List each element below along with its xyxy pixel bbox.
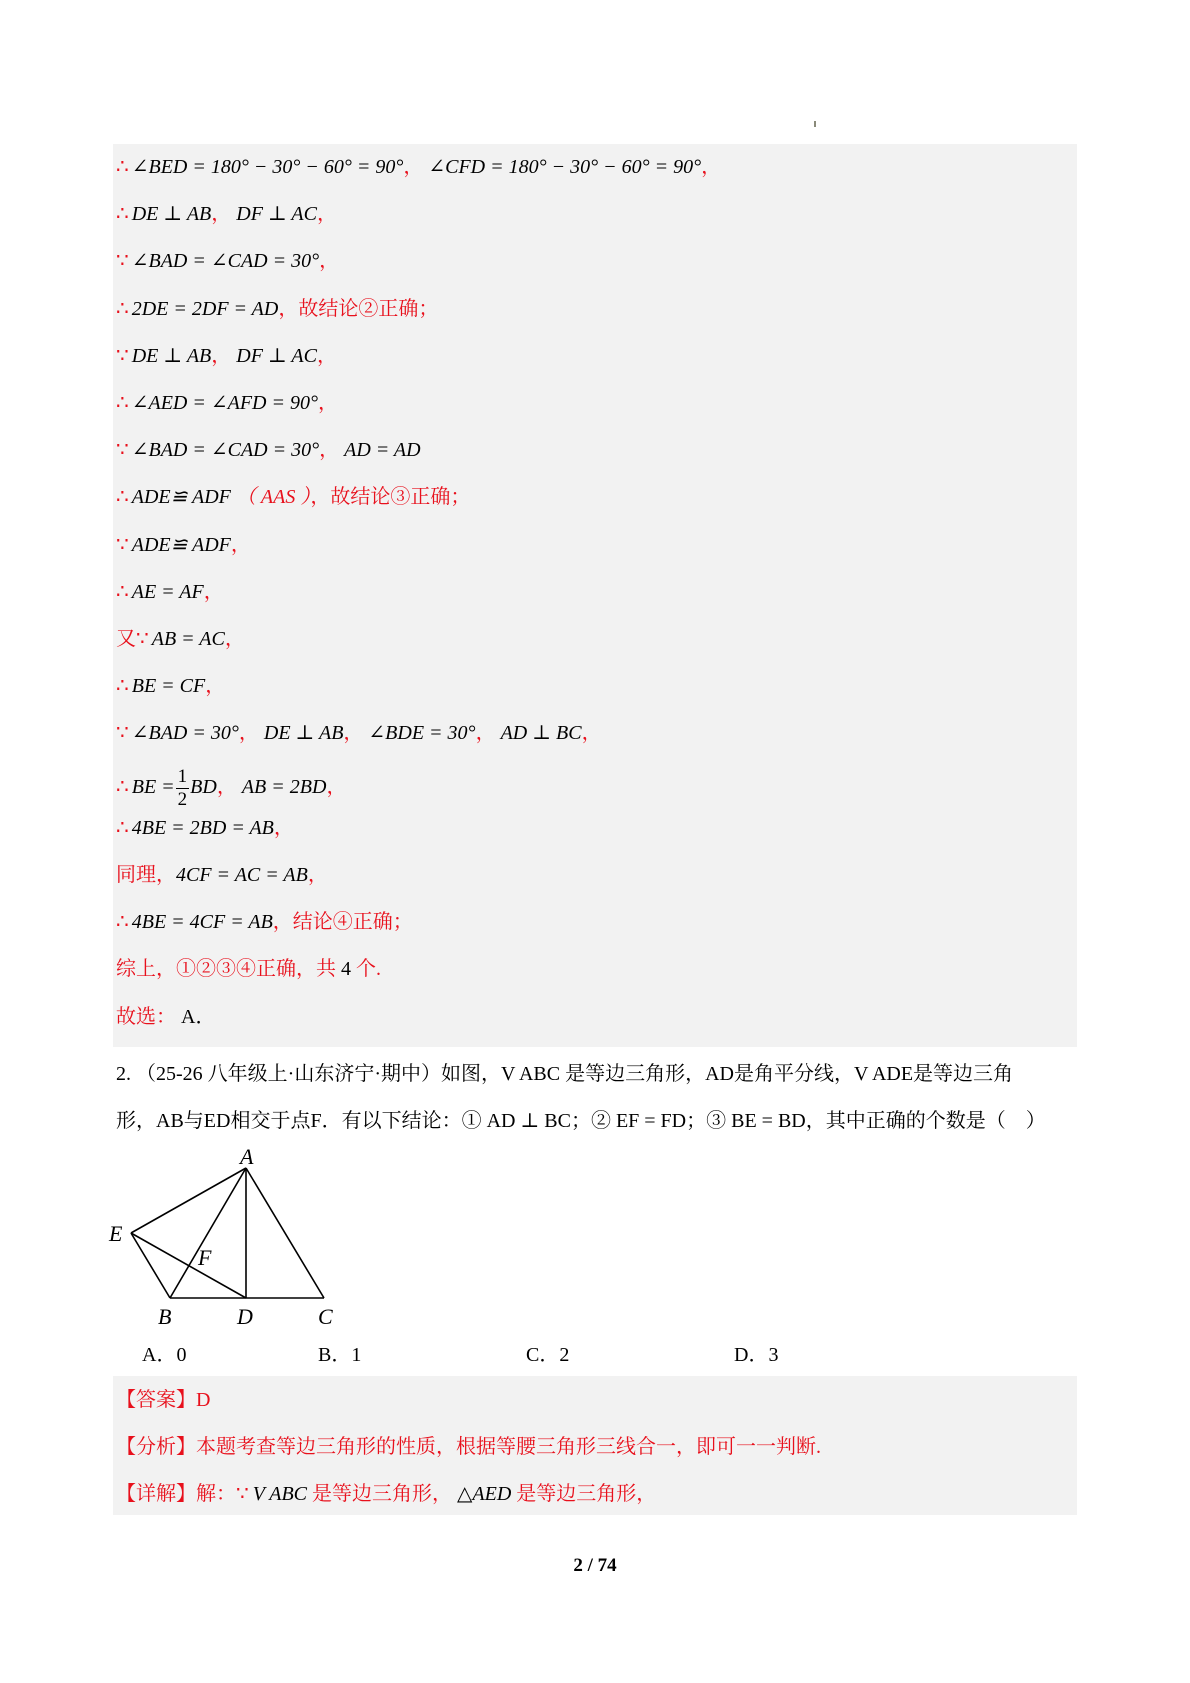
math-expr: ADE≌ ADF: [131, 533, 231, 556]
because-symbol: ∵: [116, 250, 132, 273]
math-expr: DE ⊥ AB: [131, 344, 212, 367]
math-expr: AB = AC: [151, 628, 225, 650]
summary-text: 综上，①②③④正确，共: [116, 958, 336, 981]
segment-ED: [131, 1233, 246, 1298]
math-expr: DE ⊥ AB: [263, 722, 344, 745]
solution-line: [116, 577, 224, 607]
math-expr: ∠AED = ∠AFD = 90°: [131, 392, 318, 414]
question-line-2: [116, 1106, 1046, 1136]
separator: ，: [238, 722, 264, 745]
separator: ，: [203, 580, 224, 603]
analysis-text: 本题考查等边三角形的性质，根据等腰三角形三线合一，即可一一判断.: [196, 1436, 821, 1458]
solution-line: [116, 388, 338, 418]
detail-math-2: △AED: [457, 1483, 512, 1505]
fraction-numerator: 1: [177, 765, 188, 787]
math-expr: AB = 2BD: [241, 775, 327, 798]
line-prefix: 又: [116, 628, 136, 650]
math-expr: ∠CFD = 180° − 30° − 60° = 90°: [428, 156, 702, 178]
justification: （ AAS ）: [230, 486, 311, 509]
because-symbol: ∵: [116, 439, 132, 462]
detail-text-2: 是等边三角形，: [516, 1483, 657, 1505]
segment-AC: [246, 1168, 324, 1298]
summary-value: 4: [336, 958, 356, 981]
solution-line: [116, 860, 328, 890]
because-symbol: ∵: [236, 1483, 248, 1505]
separator: ，: [316, 344, 337, 367]
point-label-F: F: [198, 1245, 212, 1270]
segment-AE: [131, 1168, 246, 1233]
analysis-tag: 【分析】: [116, 1436, 196, 1458]
solution-line: [116, 907, 413, 937]
solution-line: [116, 624, 245, 654]
option-c[interactable]: C．2: [526, 1344, 570, 1366]
because-symbol: ∵: [116, 722, 132, 745]
separator: ，: [475, 722, 501, 745]
fraction-denominator: 2: [177, 788, 188, 810]
because-symbol: ∵: [136, 628, 152, 650]
separator: ，: [310, 486, 331, 509]
because-symbol: ∵: [116, 344, 132, 367]
line-prefix: 同理，: [116, 864, 176, 886]
solution-line: [116, 341, 337, 371]
detail-text-1: 是等边三角形，: [312, 1483, 453, 1505]
therefore-symbol: ∴: [116, 775, 132, 798]
point-label-B: B: [158, 1304, 172, 1329]
separator: ，: [278, 297, 299, 320]
point-label-D: D: [237, 1304, 253, 1329]
math-expr: BE =: [131, 775, 175, 798]
therefore-symbol: ∴: [116, 911, 132, 934]
solution-line: [116, 671, 225, 701]
math-expr: ∠BED = 180° − 30° − 60° = 90°: [131, 156, 404, 178]
point-label-C: C: [318, 1304, 333, 1329]
segment-AB: [170, 1168, 246, 1298]
math-expr: ADE≌ ADF: [131, 486, 231, 509]
solution-line: [116, 482, 470, 512]
page-number: 2 / 74: [573, 1555, 617, 1576]
solution-line: [116, 813, 294, 843]
separator: ，: [211, 203, 237, 226]
separator: ，: [307, 864, 328, 886]
math-expr: 4BE = 2BD = AB: [131, 816, 274, 839]
separator: ，: [343, 722, 369, 745]
separator: ，: [581, 722, 602, 745]
therefore-symbol: ∴: [116, 486, 132, 509]
solution-line: [116, 246, 339, 276]
detail-math-1: V ABC: [252, 1483, 308, 1505]
separator: ，: [319, 250, 340, 273]
scan-mark: [814, 121, 816, 127]
separator: ，: [272, 911, 293, 934]
point-label-A: A: [240, 1144, 254, 1169]
separator: ，: [216, 775, 242, 798]
separator: ，: [701, 156, 722, 178]
answer-line: [116, 1385, 210, 1415]
therefore-symbol: ∴: [116, 675, 132, 698]
solution-line: [116, 530, 251, 560]
math-expr: BE = CF: [131, 675, 206, 698]
separator: ，: [326, 775, 347, 798]
math-expr: ∠BAD = ∠CAD = 30°: [131, 439, 320, 462]
math-expr: ∠BDE = 30°: [368, 722, 476, 745]
solution-line: [116, 199, 337, 229]
math-expr: AE = AF: [131, 580, 204, 603]
therefore-symbol: ∴: [116, 297, 132, 320]
solution-line: [116, 718, 602, 748]
answer-value: D: [196, 1389, 211, 1411]
solution-line: [116, 152, 721, 182]
math-expr: DE ⊥ AB: [131, 203, 212, 226]
summary-text: 个.: [356, 958, 381, 981]
because-symbol: ∵: [116, 533, 132, 556]
question-number: 2.: [116, 1063, 131, 1085]
math-expr: ∠BAD = 30°: [131, 722, 239, 745]
math-expr: AD = AD: [344, 439, 421, 462]
therefore-symbol: ∴: [116, 580, 132, 603]
separator: ，: [403, 156, 429, 178]
solution-line: [116, 294, 438, 324]
answer-tag: 【答案】: [116, 1389, 196, 1411]
math-expr: DF ⊥ AC: [236, 203, 317, 226]
summary-text: 故选：: [116, 1005, 176, 1028]
math-expr: 2DE = 2DF = AD: [131, 297, 279, 320]
detail-line: [116, 1479, 656, 1509]
detail-tag: 【详解】: [116, 1483, 196, 1505]
option-d[interactable]: D．3: [734, 1344, 779, 1366]
solution-line: [116, 765, 347, 810]
point-label-E: E: [109, 1221, 123, 1246]
solution-line: [116, 954, 381, 984]
conclusion-note: 故结论③正确；: [330, 486, 471, 509]
question-line-1: [116, 1059, 1013, 1089]
analysis-line: [116, 1432, 821, 1462]
summary-value: A．: [176, 1005, 216, 1028]
option-b[interactable]: B．1: [318, 1344, 362, 1366]
separator: ，: [224, 628, 245, 650]
segment-EB: [131, 1233, 170, 1298]
therefore-symbol: ∴: [116, 156, 132, 178]
separator: ，: [205, 675, 226, 698]
therefore-symbol: ∴: [116, 203, 132, 226]
question-text-1: 如图，V ABC 是等边三角形，AD是角平分线，V ADE是等边三角: [440, 1063, 1014, 1085]
separator: ，: [273, 816, 294, 839]
fraction: [176, 766, 190, 811]
math-expr: ∠BAD = ∠CAD = 30°: [131, 250, 320, 273]
separator: ，: [316, 203, 337, 226]
separator: ，: [318, 392, 338, 414]
math-expr: AD ⊥ BC: [500, 722, 582, 745]
solution-line: [116, 435, 421, 465]
math-expr: 4CF = AC = AB: [176, 864, 308, 886]
conclusion-note: 故结论②正确；: [298, 297, 439, 320]
conclusion-note: 结论④正确；: [292, 911, 413, 934]
math-expr: 4BE = 4CF = AB: [131, 911, 273, 934]
therefore-symbol: ∴: [116, 816, 132, 839]
detail-prefix: 解：: [196, 1483, 236, 1505]
math-expr: DF ⊥ AC: [236, 344, 317, 367]
solution-line: [116, 1002, 215, 1032]
separator: ，: [230, 533, 251, 556]
separator: ，: [319, 439, 345, 462]
question-source: （25-26 八年级上·山东济宁·期中）: [136, 1063, 441, 1085]
therefore-symbol: ∴: [116, 392, 132, 414]
question-text-2: 形，AB与ED相交于点F．有以下结论：① AD ⊥ BC；② EF = FD；③ BE = BD，其中正确的个数是（ ）: [116, 1110, 1046, 1132]
separator: ，: [211, 344, 237, 367]
math-expr: BD: [190, 775, 217, 798]
option-a[interactable]: A．0: [142, 1344, 187, 1366]
